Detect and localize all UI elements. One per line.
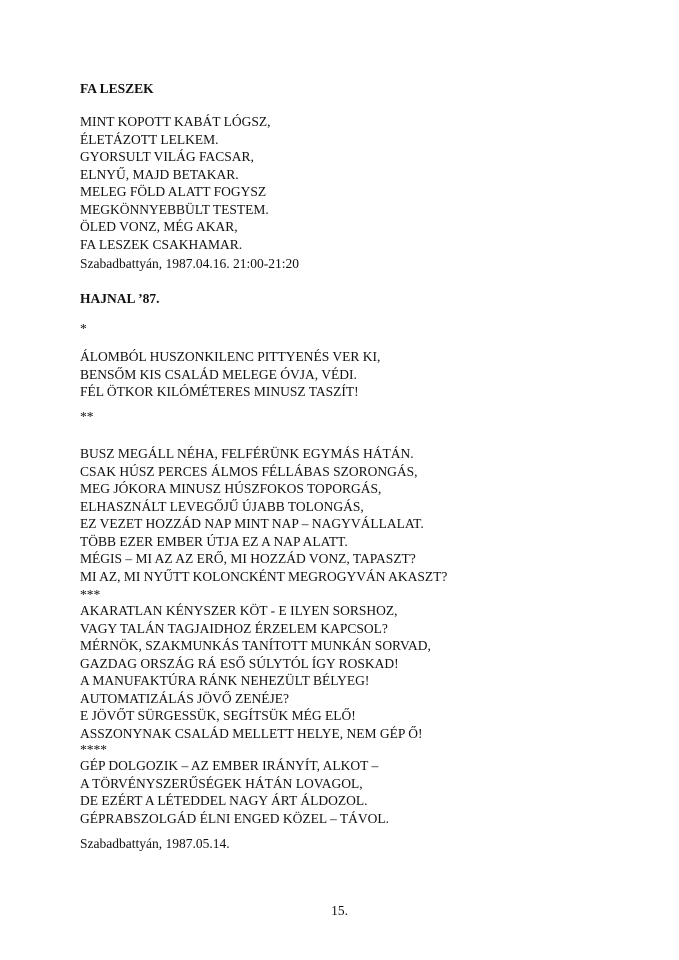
poem-line: MI AZ, MI NYŰTT KOLONCKÉNT MEGROGYVÁN AKASZT?	[80, 568, 448, 584]
poem2-stanza-1	[80, 348, 640, 401]
poem2-stanza-4	[80, 757, 640, 827]
poem-line: GAZDAG ORSZÁG RÁ ESŐ SÚLYTÓL ÍGY ROSKAD!	[80, 655, 399, 671]
poem2-stanza-3	[80, 602, 640, 742]
poem-line: AKARATLAN KÉNYSZER KÖT - E ILYEN SORSHOZ,	[80, 603, 398, 618]
poem-line: BENSŐM KIS CSALÁD MELEGE ÓVJA, VÉDI.	[80, 366, 357, 382]
poem-line: ELNYŰ, MAJD BETAKAR.	[80, 166, 239, 182]
poem-line: A MANUFAKTÚRA RÁNK NEHEZÜLT BÉLYEG!	[80, 673, 370, 688]
poem2-signature: Szabadbattyán, 1987.05.14.	[80, 836, 230, 851]
poem-line: TÖBB EZER EMBER ÚTJA EZ A NAP ALATT.	[80, 533, 348, 549]
poem-line: MEGKÖNNYEBBÜLT TESTEM.	[80, 201, 269, 217]
poem1-title: FA LESZEK	[80, 81, 154, 96]
poem2-stanza-2	[80, 445, 640, 585]
poem-line: MEG JÓKORA MINUSZ HÚSZFOKOS TOPORGÁS,	[80, 481, 382, 496]
poem-line: MÉGIS – MI AZ AZ ERŐ, MI HOZZÁD VONZ, TAPASZT?	[80, 551, 416, 566]
poem-line: ELHASZNÁLT LEVEGŐJŰ ÚJABB TOLONGÁS,	[80, 498, 364, 514]
poem1-stanza	[80, 113, 640, 253]
poem-line: FÉL ÖTKOR KILÓMÉTERES MINUSZ TASZÍT!	[80, 384, 359, 399]
poem-line: BUSZ MEGÁLL NÉHA, FELFÉRÜNK EGYMÁS HÁTÁN.	[80, 446, 414, 461]
section-marker: *	[80, 321, 87, 336]
poem-line: GYORSULT VILÁG FACSAR,	[80, 149, 254, 164]
section-marker: **	[80, 409, 94, 424]
poem-line: FA LESZEK CSAKHAMAR.	[80, 236, 243, 252]
poem-line: VAGY TALÁN TAGJAIDHOZ ÉRZELEM KAPCSOL?	[80, 620, 388, 636]
poem-line: ASSZONYNAK CSALÁD MELLETT HELYE, NEM GÉP Ő!	[80, 725, 423, 741]
poem-line: ÉLETÁZOTT LELKEM.	[80, 131, 219, 147]
poem-line: MELEG FÖLD ALATT FOGYSZ	[80, 184, 267, 199]
poem-line: AUTOMATIZÁLÁS JÖVŐ ZENÉJE?	[80, 690, 289, 706]
poem-line: A TÖRVÉNYSZERŰSÉGEK HÁTÁN LOVAGOL,	[80, 775, 363, 791]
poem-line: ÁLOMBÓL HUSZONKILENC PITTYENÉS VER KI,	[80, 349, 381, 364]
poem-line: EZ VEZET HOZZÁD NAP MINT NAP – NAGYVÁLLALAT.	[80, 516, 424, 531]
poem-line: CSAK HÚSZ PERCES ÁLMOS FÉLLÁBAS SZORONGÁS,	[80, 463, 418, 479]
poem-line: E JÖVŐT SÜRGESSÜK, SEGÍTSÜK MÉG ELŐ!	[80, 708, 356, 723]
poem2-title: HAJNAL ’87.	[80, 291, 160, 306]
page-number: 15.	[331, 903, 348, 918]
poem1-signature: Szabadbattyán, 1987.04.16. 21:00-21:20	[80, 256, 299, 271]
poem-line: GÉPRABSZOLGÁD ÉLNI ENGED KÖZEL – TÁVOL.	[80, 810, 389, 826]
poem-line: MINT KOPOTT KABÁT LÓGSZ,	[80, 114, 271, 129]
poem-line: ÖLED VONZ, MÉG AKAR,	[80, 219, 238, 234]
poem-line: MÉRNÖK, SZAKMUNKÁS TANÍTOTT MUNKÁN SORVAD,	[80, 638, 431, 653]
poem-line: GÉP DOLGOZIK – AZ EMBER IRÁNYÍT, ALKOT –	[80, 758, 379, 773]
section-marker: ****	[80, 742, 107, 757]
poem-line: DE EZÉRT A LÉTEDDEL NAGY ÁRT ÁLDOZOL.	[80, 793, 368, 808]
section-marker: ***	[80, 587, 101, 602]
